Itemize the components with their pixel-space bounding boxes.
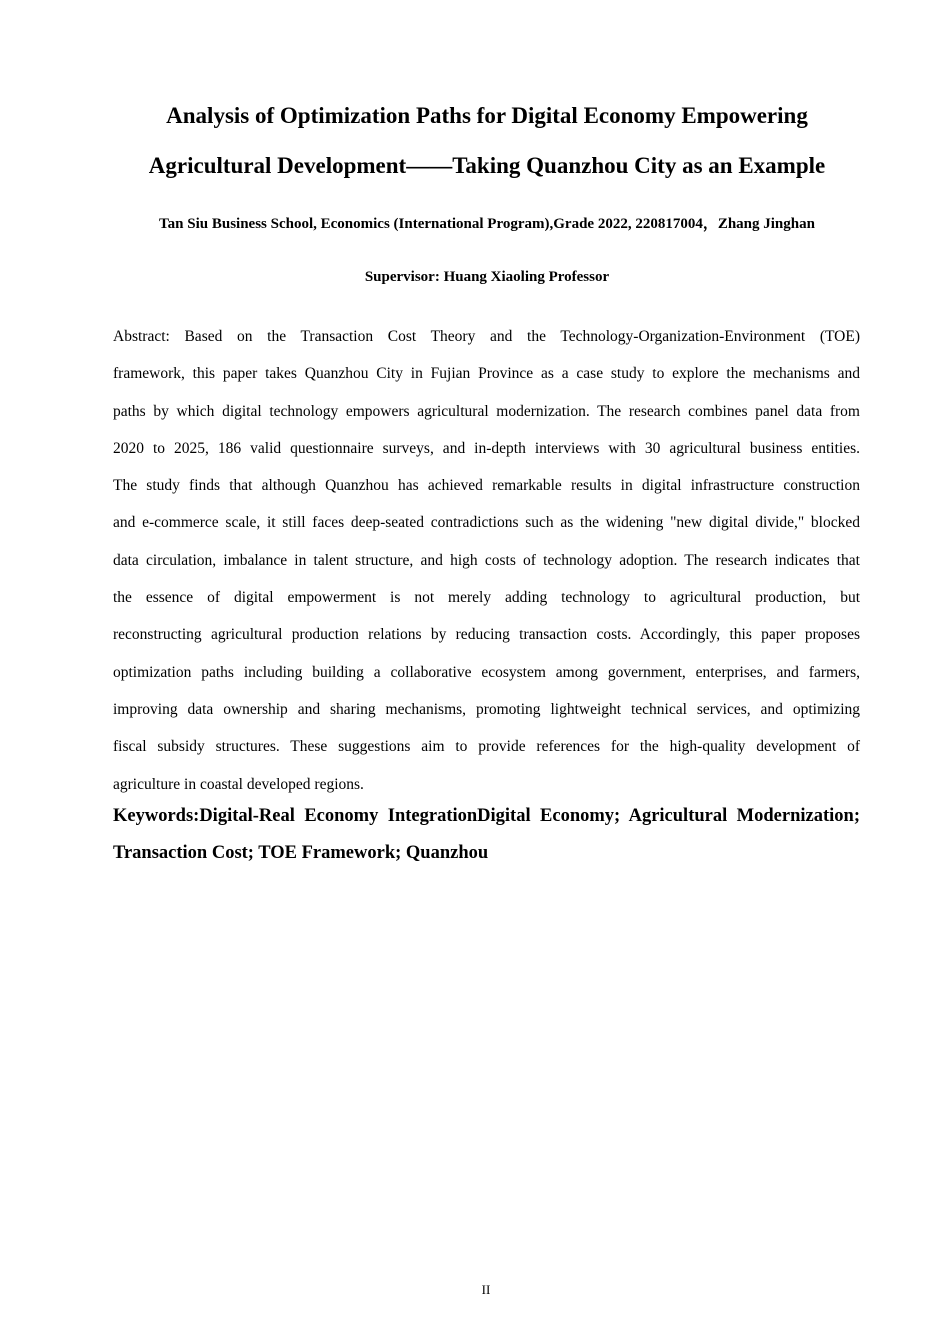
abstract-line: data circulation, imbalance in talent structure, and high costs of technology adoption. The research indicates that bbox=[113, 551, 860, 569]
paper-title-line-2: Agricultural Development——Taking Quanzhou City as an Example bbox=[148, 153, 826, 178]
abstract-line: agriculture in coastal developed regions. bbox=[113, 775, 364, 793]
keywords-line: Keywords:Digital-Real Economy IntegrationDigital Economy; Agricultural Modernization; bbox=[113, 806, 860, 826]
author-affiliation: Tan Siu Business School, Economics (International Program),Grade 2022, 220817004，Zhang Jinghan bbox=[159, 216, 815, 232]
abstract-line: 2020 to 2025, 186 valid questionnaire surveys, and in-depth interviews with 30 agricultural business entities. bbox=[113, 439, 860, 457]
abstract-line: paths by which digital technology empowers agricultural modernization. The research combines panel data from bbox=[113, 402, 860, 420]
paper-title-line-1: Analysis of Optimization Paths for Digital Economy Empowering bbox=[166, 103, 808, 128]
keywords-line: Transaction Cost; TOE Framework; Quanzhou bbox=[113, 843, 489, 863]
abstract-line: improving data ownership and sharing mechanisms, promoting lightweight technical services, and optimizing bbox=[113, 700, 860, 718]
abstract-line: reconstructing agricultural production relations by reducing transaction costs. Accordingly, this paper proposes bbox=[113, 626, 860, 644]
page-number: II bbox=[481, 1282, 491, 1297]
abstract-line: Abstract: Based on the Transaction Cost Theory and the Technology-Organization-Environment (TOE) bbox=[113, 328, 860, 345]
abstract-line: framework, this paper takes Quanzhou City in Fujian Province as a case study to explore the mechanisms and bbox=[113, 365, 860, 383]
abstract-line: and e-commerce scale, it still faces deep-seated contradictions such as the widening "new digital divide," blocked bbox=[113, 514, 860, 532]
supervisor-line: Supervisor: Huang Xiaoling Professor bbox=[364, 269, 610, 285]
keywords bbox=[113, 798, 860, 872]
abstract-line: The study finds that although Quanzhou has achieved remarkable results in digital infrastructure construction bbox=[113, 477, 860, 495]
abstract-line: the essence of digital empowerment is not merely adding technology to agricultural production, but bbox=[113, 589, 860, 607]
abstract-line: optimization paths including building a collaborative ecosystem among government, enterprises, and farmers, bbox=[113, 663, 860, 681]
abstract bbox=[113, 318, 860, 803]
abstract-line: fiscal subsidy structures. These suggestions aim to provide references for the high-quality development of bbox=[113, 738, 860, 756]
